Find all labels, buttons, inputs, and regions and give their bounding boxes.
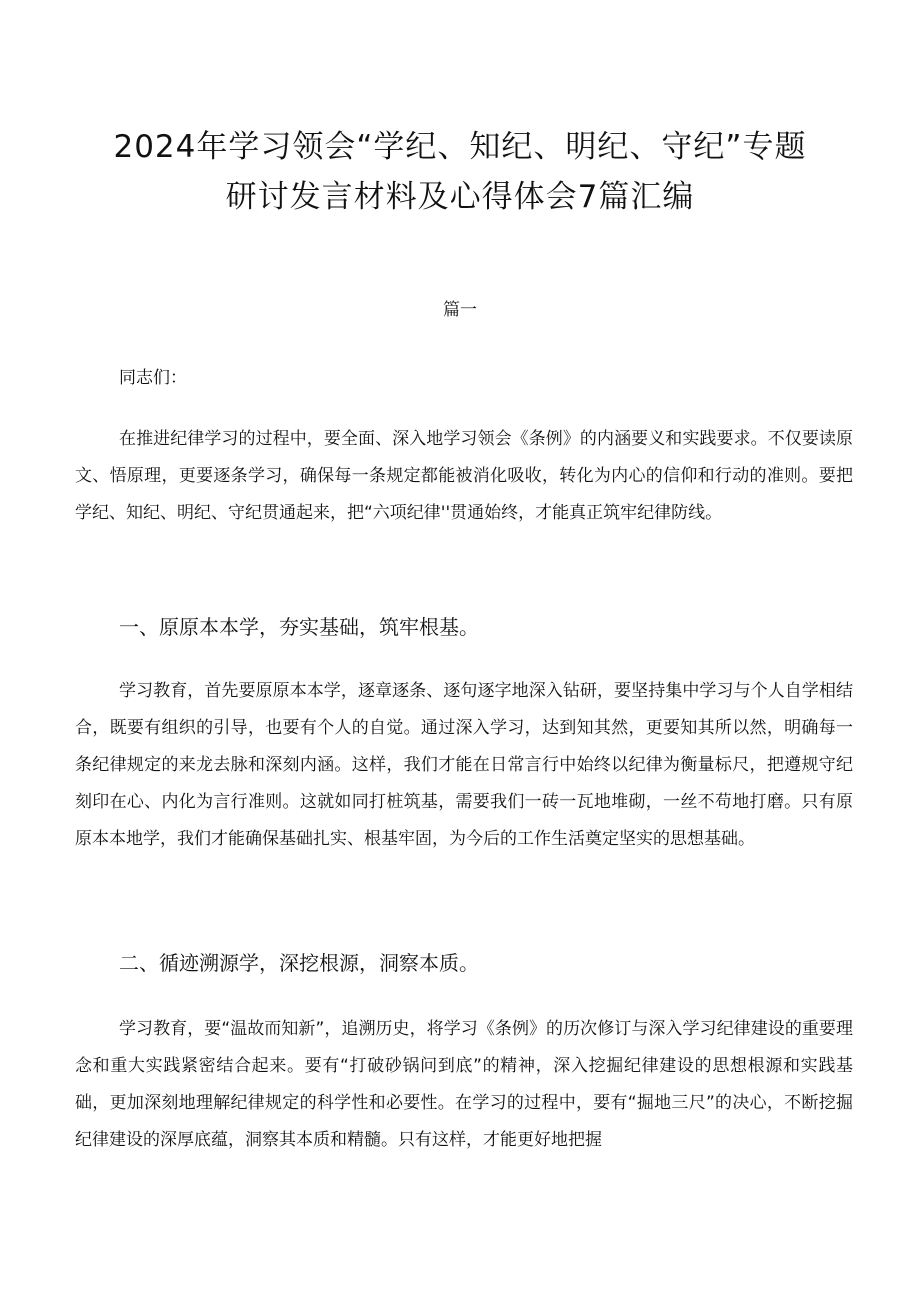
paragraph-section-1: 学习教育，首先要原原本本学，逐章逐条、逐句逐字地深入钻研，要坚持集中学习与个人自学相结合，既要有组织的引导，也要有个人的自觉。通过深入学习，达到知其然，更要知其所以然，明确每一条纪律规定的来龙去脉和深刻内涵。这样，我们才能在日常言行中始终以纪律为衡量标尺，把遵规守纪刻印在心、内化为言行准则。这就如同打桩筑基，需要我们一砖一瓦地堆砌，一丝不苟地打磨。只有原原本本地学，我们才能确保基础扎实、根基牢固，为今后的工作生活奠定坚实的思想基础。: [75, 681, 853, 849]
section-heading-1: 一、原原本本学，夯实基础，筑牢根基。: [119, 615, 479, 639]
document-title-line-1: 2024年学习领会“学纪、知纪、明纪、守纪”专题: [113, 129, 807, 165]
salutation: 同志们：: [119, 368, 187, 388]
document-title-line-2: 研讨发言材料及心得体会7篇汇编: [225, 179, 695, 215]
paragraph-intro: 在推进纪律学习的过程中，要全面、深入地学习领会《条例》的内涵要义和实践要求。不仅要读原文、悟原理，更要逐条学习，确保每一条规定都能被消化吸收，转化为内心的信仰和行动的准则。要把学纪、知纪、明纪、守纪贯通起来，把“六项纪律''贯通始终，才能真正筑牢纪律防线。: [75, 429, 853, 523]
chapter-label: 篇一: [443, 300, 477, 320]
section-heading-2: 二、循迹溯源学，深挖根源，洞察本质。: [119, 951, 479, 975]
paragraph-section-2: 学习教育，要“温故而知新”，追溯历史，将学习《条例》的历次修订与深入学习纪律建设的重要理念和重大实践紧密结合起来。要有“打破砂锅问到底”的精神，深入挖掘纪律建设的思想根源和实践基础，更加深刻地理解纪律规定的科学性和必要性。在学习的过程中，要有“掘地三尺”的决心，不断挖掘纪律建设的深厚底蕴，洞察其本质和精髓。只有这样，才能更好地把握: [75, 1019, 853, 1150]
